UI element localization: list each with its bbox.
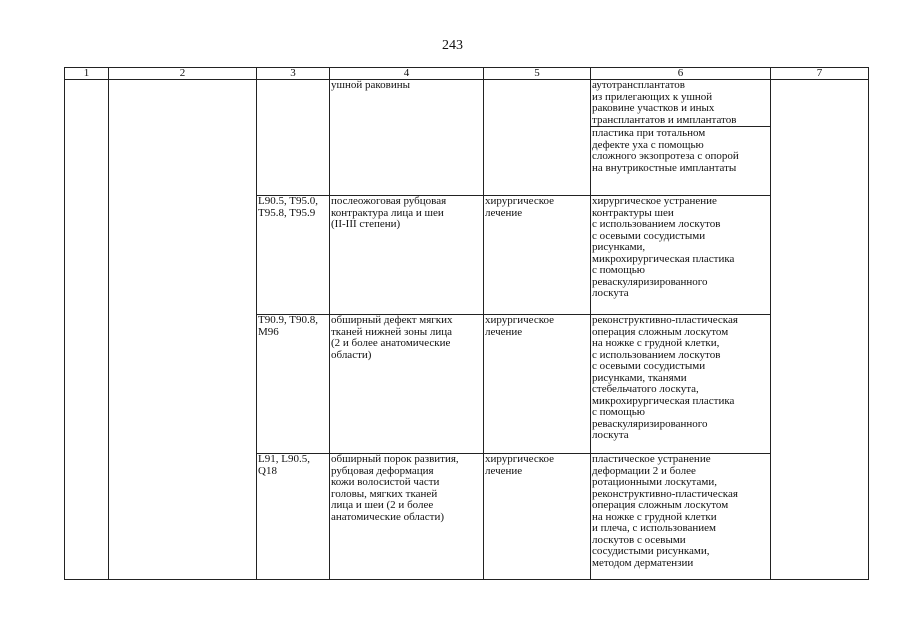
icd-codes-line: T90.9, T90.8,	[258, 314, 318, 326]
treatment-method-line: аутотрансплантатов	[592, 79, 685, 91]
treatment-type-line: хирургическое	[485, 314, 555, 326]
treatment-method-line: пластика при тотальном	[592, 127, 706, 139]
treatment-method-line: рисунками, тканями	[592, 371, 687, 384]
treatment-method-line: с помощью	[592, 264, 645, 276]
icd-codes-line: M96	[258, 325, 279, 338]
icd-codes-cell	[257, 454, 330, 580]
treatment-method-line: с использованием лоскутов	[592, 218, 721, 230]
treatment-method-line: и плеча, с использованием	[592, 522, 717, 534]
treatment-method-line: реконструктивно-пластическая	[592, 314, 738, 326]
column-header-6: 6	[591, 68, 771, 80]
treatment-method-line: хирургическое устранение	[592, 195, 717, 207]
diagnosis-line: кожи волосистой части	[331, 476, 440, 488]
treatment-type-cell	[484, 315, 591, 454]
diagnosis-line: обширный дефект мягких	[331, 314, 453, 326]
column-header-1: 1	[65, 68, 109, 80]
treatment-method-line: лоскутов с осевыми	[592, 533, 686, 546]
treatment-method-line: стебельчатого лоскута,	[592, 383, 699, 395]
treatment-type-line: хирургическое	[485, 453, 555, 465]
diagnosis-line: головы, мягких тканей	[331, 487, 438, 500]
treatment-type-line: лечение	[485, 464, 523, 477]
treatment-method-line: рисунками,	[592, 241, 646, 253]
icd-codes-line: L91, L90.5,	[258, 453, 310, 465]
column-header-2: 2	[109, 68, 257, 80]
treatment-method-line: лоскута	[592, 287, 629, 299]
column-2-cell	[109, 80, 257, 580]
treatment-method-line: микрохирургическая пластика	[592, 252, 735, 265]
treatment-method-cell	[591, 315, 771, 454]
diagnosis-line: лица и шеи (2 и более	[331, 499, 434, 511]
icd-codes-line: Q18	[258, 464, 277, 477]
treatment-method-block	[591, 126, 770, 174]
diagnosis-cell	[330, 80, 484, 196]
treatment-method-block	[592, 454, 769, 569]
treatment-type-cell	[484, 454, 591, 580]
diagnosis-line: (II-III степени)	[331, 218, 401, 230]
column-header-3: 3	[257, 68, 330, 80]
treatment-method-line: ротационными лоскутами,	[592, 476, 717, 488]
table-header-row	[65, 68, 869, 80]
diagnosis-line: послеожоговая рубцовая	[331, 195, 447, 207]
treatment-method-line: операция сложным лоскутом	[592, 499, 729, 511]
column-header-7: 7	[771, 68, 869, 80]
treatment-method-line: реваскуляризированного	[592, 417, 708, 430]
diagnosis-line: обширный порок развития,	[331, 453, 459, 465]
treatment-method-block	[592, 315, 769, 442]
treatment-method-line: раковине участков и иных	[592, 102, 715, 114]
icd-codes-cell	[257, 315, 330, 454]
treatment-type-line: лечение	[485, 325, 523, 338]
treatment-method-line: операция сложным лоскутом	[592, 325, 729, 338]
diagnosis-line: ушной раковины	[331, 79, 411, 91]
treatment-method-line: реконструктивно-пластическая	[592, 487, 738, 500]
treatment-type-cell	[484, 196, 591, 315]
diagnosis-cell	[330, 454, 484, 580]
treatment-method-line: сложного экзопротеза с опорой	[592, 150, 739, 162]
treatment-method-line: из прилегающих к ушной	[592, 90, 713, 103]
diagnosis-cell	[330, 196, 484, 315]
treatment-type-line: хирургическое	[485, 195, 555, 207]
diagnosis-line: области)	[331, 348, 372, 361]
treatment-method-cell	[591, 454, 771, 580]
treatment-method-line: с осевыми сосудистыми	[592, 229, 706, 242]
document-table	[64, 67, 869, 580]
treatment-method-line: контрактуры шеи	[592, 206, 674, 219]
treatment-method-cell	[591, 196, 771, 315]
table-row	[65, 80, 869, 196]
treatment-method-line: сосудистыми рисунками,	[592, 545, 710, 557]
treatment-method-line: дефекте уха с помощью	[592, 138, 704, 151]
treatment-method-line: с использованием лоскутов	[592, 348, 721, 361]
icd-codes-line: T95.8, T95.9	[258, 206, 316, 219]
diagnosis-line: (2 и более анатомические	[331, 337, 451, 349]
treatment-type-cell	[484, 80, 591, 196]
column-header-4: 4	[330, 68, 484, 80]
treatment-method-line: на ножке с грудной клетки,	[592, 337, 720, 349]
diagnosis-line: рубцовая деформация	[331, 464, 434, 477]
icd-codes-cell	[257, 196, 330, 315]
treatment-method-line: лоскута	[592, 429, 629, 441]
column-1-cell	[65, 80, 109, 580]
treatment-method-line: деформации 2 и более	[592, 464, 696, 477]
diagnosis-cell	[330, 315, 484, 454]
treatment-method-cell	[591, 80, 771, 196]
treatment-type-line: лечение	[485, 206, 523, 219]
treatment-method-line: методом дерматензии	[592, 556, 694, 569]
treatment-method-line: пластическое устранение	[592, 453, 711, 465]
icd-codes-line: L90.5, T95.0,	[258, 195, 318, 207]
treatment-method-line: трансплантатов и имплантатов	[592, 113, 737, 126]
icd-codes-cell	[257, 80, 330, 196]
diagnosis-line: контрактура лица и шеи	[331, 206, 444, 219]
treatment-method-line: микрохирургическая пластика	[592, 394, 735, 407]
treatment-method-line: на внутрикостные имплантаты	[592, 161, 737, 174]
treatment-method-line: на ножке с грудной клетки	[592, 510, 717, 523]
treatment-method-line: с помощью	[592, 406, 645, 418]
column-header-5: 5	[484, 68, 591, 80]
treatment-method-block	[592, 80, 769, 126]
diagnosis-line: анатомические области)	[331, 510, 445, 523]
treatment-method-line: с осевыми сосудистыми	[592, 360, 706, 372]
page-number: 243	[442, 38, 463, 53]
treatment-method-block	[592, 196, 769, 300]
diagnosis-line: тканей нижней зоны лица	[331, 325, 453, 338]
treatment-method-line: реваскуляризированного	[592, 275, 708, 288]
column-7-cell	[771, 80, 869, 580]
